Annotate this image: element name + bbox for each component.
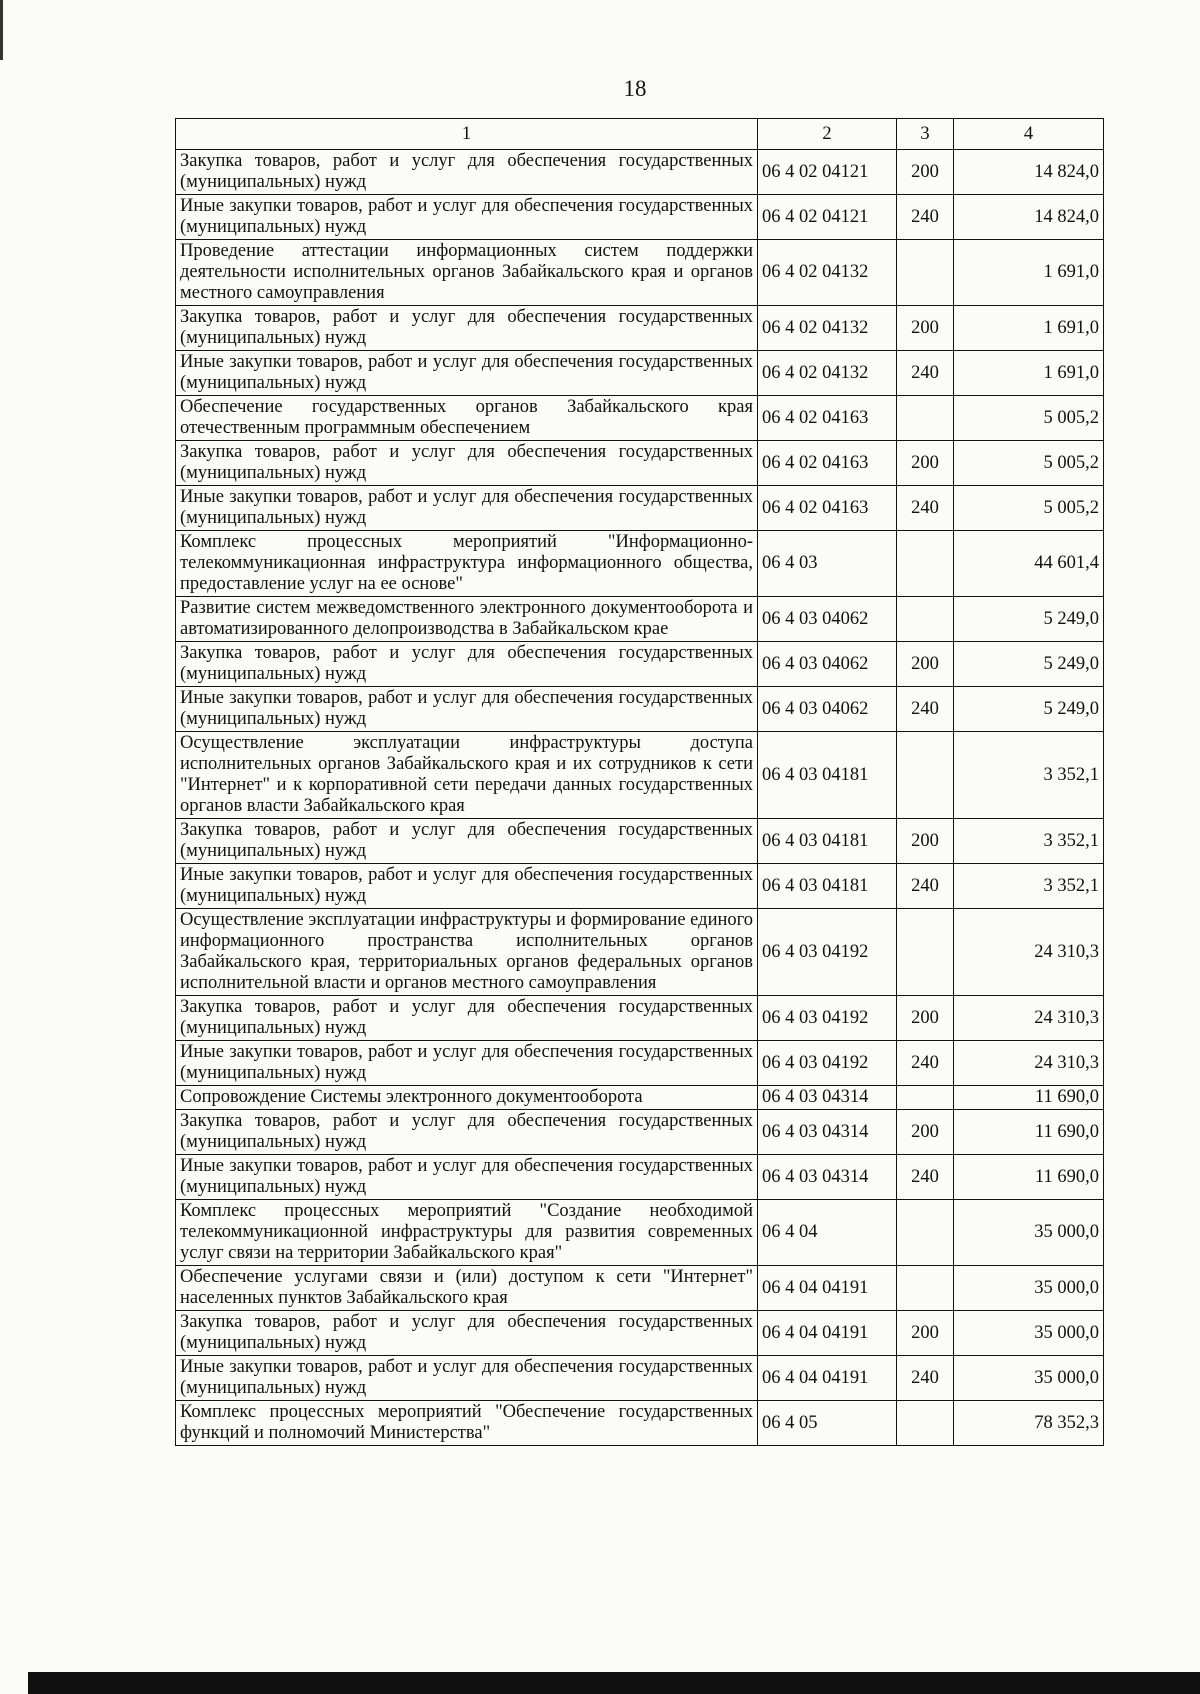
row-amount-cell: 1 691,0 [954,306,1104,351]
row-type-cell [897,732,954,819]
row-code-cell: 06 4 03 04062 [758,597,897,642]
table-header-row [176,119,1104,150]
row-amount-cell: 44 601,4 [954,531,1104,597]
row-amount-cell: 5 249,0 [954,642,1104,687]
row-amount-cell: 5 249,0 [954,597,1104,642]
row-name-cell: Комплекс процессных мероприятий "Информационно-телекоммуникационная инфраструктура информационного общества, предоставление услуг на ее основе" [176,531,758,597]
row-code-cell: 06 4 02 04132 [758,240,897,306]
row-amount-cell: 1 691,0 [954,240,1104,306]
row-type-cell [897,240,954,306]
row-code-cell: 06 4 04 [758,1200,897,1266]
row-name-cell: Осуществление эксплуатации инфраструктуры и формирование единого информационного пространства исполнительных органов Забайкальского края, территориальных органов федеральных органов исполнительной власти и органов местного самоуправления [176,909,758,996]
header-cell-4: 4 [954,119,1104,150]
table-row [176,150,1104,195]
budget-table [175,118,1104,1446]
row-type-cell: 240 [897,1356,954,1401]
row-name-cell: Проведение аттестации информационных систем поддержки деятельности исполнительных органов Забайкальского края и органов местного самоуправления [176,240,758,306]
row-name-cell: Закупка товаров, работ и услуг для обеспечения государственных (муниципальных) нужд [176,642,758,687]
row-amount-cell: 11 690,0 [954,1155,1104,1200]
row-type-cell [897,909,954,996]
row-type-cell [897,1086,954,1110]
table-row [176,396,1104,441]
header-cell-1: 1 [176,119,758,150]
table-row [176,1041,1104,1086]
row-name-cell: Иные закупки товаров, работ и услуг для обеспечения государственных (муниципальных) нужд [176,351,758,396]
row-amount-cell: 14 824,0 [954,150,1104,195]
row-amount-cell: 78 352,3 [954,1401,1104,1446]
table-row [176,1200,1104,1266]
table-row [176,441,1104,486]
row-type-cell: 200 [897,150,954,195]
table-row [176,1266,1104,1311]
table-row [176,1311,1104,1356]
table-row [176,996,1104,1041]
row-amount-cell: 24 310,3 [954,1041,1104,1086]
row-code-cell: 06 4 02 04121 [758,195,897,240]
row-name-cell: Комплекс процессных мероприятий "Создание необходимой телекоммуникационной инфраструктуры для развития современных услуг связи на территории Забайкальского края" [176,1200,758,1266]
row-code-cell: 06 4 03 04181 [758,819,897,864]
scan-bottom-edge [28,1672,1200,1694]
row-amount-cell: 35 000,0 [954,1266,1104,1311]
row-code-cell: 06 4 03 [758,531,897,597]
row-type-cell: 240 [897,1155,954,1200]
row-type-cell [897,1200,954,1266]
table-row [176,1086,1104,1110]
table-row [176,351,1104,396]
row-name-cell: Иные закупки товаров, работ и услуг для обеспечения государственных (муниципальных) нужд [176,486,758,531]
row-code-cell: 06 4 03 04181 [758,732,897,819]
row-name-cell: Закупка товаров, работ и услуг для обеспечения государственных (муниципальных) нужд [176,441,758,486]
row-type-cell [897,1266,954,1311]
row-name-cell: Развитие систем межведомственного электронного документооборота и автоматизированного делопроизводства в Забайкальском крае [176,597,758,642]
row-name-cell: Иные закупки товаров, работ и услуг для обеспечения государственных (муниципальных) нужд [176,195,758,240]
row-amount-cell: 35 000,0 [954,1200,1104,1266]
row-type-cell: 200 [897,819,954,864]
table-row [176,306,1104,351]
row-amount-cell: 35 000,0 [954,1311,1104,1356]
header-cell-3: 3 [897,119,954,150]
row-amount-cell: 3 352,1 [954,732,1104,819]
table-row [176,1356,1104,1401]
scan-edge-mark [0,0,3,60]
row-name-cell: Закупка товаров, работ и услуг для обеспечения государственных (муниципальных) нужд [176,996,758,1041]
row-code-cell: 06 4 04 04191 [758,1266,897,1311]
row-name-cell: Обеспечение услугами связи и (или) доступом к сети "Интернет" населенных пунктов Забайкальского края [176,1266,758,1311]
row-code-cell: 06 4 03 04192 [758,996,897,1041]
budget-table-body [176,119,1104,1446]
row-code-cell: 06 4 04 04191 [758,1356,897,1401]
row-code-cell: 06 4 03 04181 [758,864,897,909]
row-amount-cell: 35 000,0 [954,1356,1104,1401]
row-name-cell: Осуществление эксплуатации инфраструктуры доступа исполнительных органов Забайкальского края и их сотрудников к сети "Интернет" и к корпоративной сети передачи данных государственных органов власти Забайкальского края [176,732,758,819]
row-amount-cell: 3 352,1 [954,864,1104,909]
table-row [176,597,1104,642]
row-name-cell: Иные закупки товаров, работ и услуг для обеспечения государственных (муниципальных) нужд [176,1155,758,1200]
row-name-cell: Сопровождение Системы электронного документооборота [176,1086,758,1110]
row-code-cell: 06 4 02 04163 [758,486,897,531]
row-type-cell [897,531,954,597]
row-type-cell: 240 [897,687,954,732]
row-name-cell: Иные закупки товаров, работ и услуг для обеспечения государственных (муниципальных) нужд [176,1356,758,1401]
row-name-cell: Закупка товаров, работ и услуг для обеспечения государственных (муниципальных) нужд [176,1110,758,1155]
row-name-cell: Закупка товаров, работ и услуг для обеспечения государственных (муниципальных) нужд [176,1311,758,1356]
row-amount-cell: 5 005,2 [954,396,1104,441]
page-number: 18 [623,76,647,101]
row-amount-cell: 24 310,3 [954,996,1104,1041]
row-amount-cell: 3 352,1 [954,819,1104,864]
row-name-cell: Иные закупки товаров, работ и услуг для обеспечения государственных (муниципальных) нужд [176,1041,758,1086]
header-cell-2: 2 [758,119,897,150]
row-code-cell: 06 4 03 04062 [758,687,897,732]
table-row [176,486,1104,531]
table-row [176,864,1104,909]
row-code-cell: 06 4 03 04062 [758,642,897,687]
row-code-cell: 06 4 03 04314 [758,1155,897,1200]
row-type-cell: 200 [897,642,954,687]
row-amount-cell: 11 690,0 [954,1086,1104,1110]
row-code-cell: 06 4 03 04192 [758,909,897,996]
row-amount-cell: 5 005,2 [954,441,1104,486]
row-name-cell: Иные закупки товаров, работ и услуг для обеспечения государственных (муниципальных) нужд [176,864,758,909]
row-type-cell: 200 [897,1110,954,1155]
row-type-cell: 200 [897,306,954,351]
row-code-cell: 06 4 02 04163 [758,396,897,441]
row-amount-cell: 5 005,2 [954,486,1104,531]
row-name-cell: Обеспечение государственных органов Забайкальского края отечественным программным обеспечением [176,396,758,441]
row-name-cell: Закупка товаров, работ и услуг для обеспечения государственных (муниципальных) нужд [176,150,758,195]
table-row [176,687,1104,732]
row-name-cell: Закупка товаров, работ и услуг для обеспечения государственных (муниципальных) нужд [176,819,758,864]
row-type-cell [897,1401,954,1446]
row-type-cell [897,597,954,642]
table-row [176,531,1104,597]
table-row [176,819,1104,864]
row-name-cell: Закупка товаров, работ и услуг для обеспечения государственных (муниципальных) нужд [176,306,758,351]
table-row [176,240,1104,306]
table-row [176,1110,1104,1155]
row-type-cell: 200 [897,441,954,486]
table-row [176,195,1104,240]
row-code-cell: 06 4 02 04132 [758,306,897,351]
row-type-cell: 200 [897,996,954,1041]
row-code-cell: 06 4 02 04163 [758,441,897,486]
row-code-cell: 06 4 03 04314 [758,1086,897,1110]
row-type-cell: 200 [897,1311,954,1356]
row-type-cell [897,396,954,441]
row-type-cell: 240 [897,864,954,909]
row-amount-cell: 5 249,0 [954,687,1104,732]
row-amount-cell: 24 310,3 [954,909,1104,996]
row-amount-cell: 11 690,0 [954,1110,1104,1155]
row-code-cell: 06 4 02 04121 [758,150,897,195]
row-code-cell: 06 4 05 [758,1401,897,1446]
row-type-cell: 240 [897,351,954,396]
row-amount-cell: 1 691,0 [954,351,1104,396]
table-row [176,909,1104,996]
table-row [176,732,1104,819]
row-code-cell: 06 4 04 04191 [758,1311,897,1356]
row-code-cell: 06 4 02 04132 [758,351,897,396]
table-row [176,1401,1104,1446]
row-type-cell: 240 [897,486,954,531]
table-row [176,642,1104,687]
row-type-cell: 240 [897,195,954,240]
row-name-cell: Иные закупки товаров, работ и услуг для обеспечения государственных (муниципальных) нужд [176,687,758,732]
row-type-cell: 240 [897,1041,954,1086]
row-amount-cell: 14 824,0 [954,195,1104,240]
row-code-cell: 06 4 03 04192 [758,1041,897,1086]
row-name-cell: Комплекс процессных мероприятий "Обеспечение государственных функций и полномочий Министерства" [176,1401,758,1446]
table-row [176,1155,1104,1200]
row-code-cell: 06 4 03 04314 [758,1110,897,1155]
